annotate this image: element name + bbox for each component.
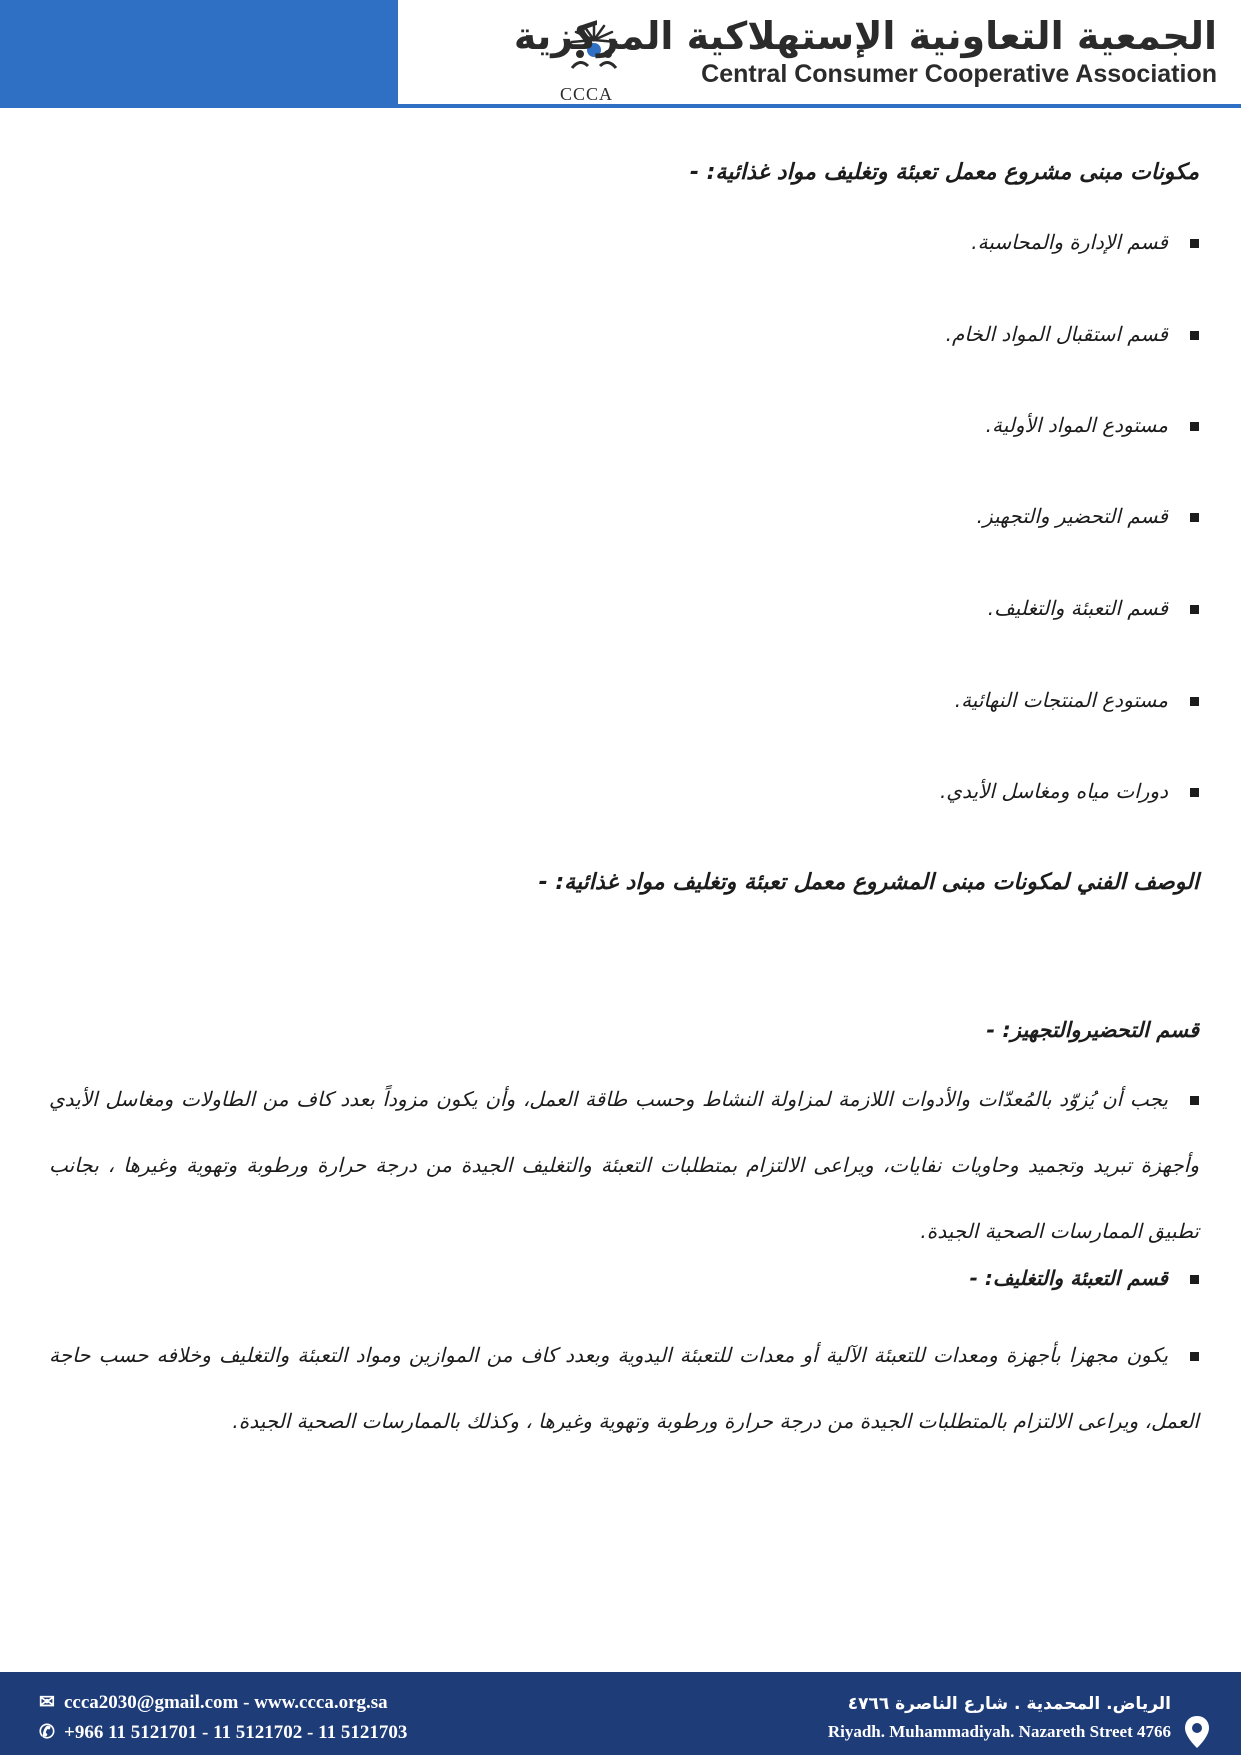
- section2-heading: الوصف الفني لمكونات مبنى المشروع معمل تعبئة وتغليف مواد غذائية: -: [538, 870, 1199, 895]
- list-item: [49, 413, 1199, 437]
- footer-contact: [38, 1688, 407, 1748]
- sub2-heading-item: [49, 1266, 1199, 1290]
- list-item-text: دورات مياه ومغاسل الأيدي.: [939, 779, 1168, 803]
- sub1-paragraph: [49, 1066, 1199, 1264]
- sub1-text: يجب أن يُزوّد بالمُعدّات والأدوات اللازمة لمزاولة النشاط وحسب طاقة العمل، وأن يكون مزوداً بعدد كاف من الطاولات ومغاسل الأيدي وأجهزة تبريد وتجميد وحاويات نفايات، ويراعى الالتزام بمتطلبات التعبئة والتغليف الجيدة من درجة حرارة ورطوبة وتهوية وغيرها ، بجانب تطبيق الممارسات الصحية الجيدة.: [49, 1087, 1199, 1243]
- list-item: [49, 322, 1199, 346]
- sub2-text: يكون مجهزا بأجهزة ومعدات للتعبئة الآلية أو معدات للتعبئة اليدوية وبعدد كاف من الموازين ومواد التعبئة والتغليف وخلافه حسب حاجة العمل، ويراعى الالتزام بالمتطلبات الجيدة من درجة حرارة ورطوبة وتهوية وغيرها ، وكذلك بالممارسات الصحية الجيدة.: [49, 1343, 1199, 1433]
- logo-text: CCCA: [560, 84, 614, 104]
- footer-email-web: ccca2030@gmail.com - www.ccca.org.sa: [64, 1692, 388, 1713]
- list-item: [49, 688, 1199, 712]
- header-divider-line: [398, 104, 1241, 108]
- sub1-heading: قسم التحضيروالتجهيز: -: [986, 1018, 1199, 1042]
- footer-address-en: Riyadh. Muhammadiyah. Nazareth Street 4766: [827, 1722, 1171, 1741]
- list-item: [49, 596, 1199, 620]
- list-item-text: مستودع المواد الأولية.: [985, 413, 1168, 437]
- list-item-text: قسم التعبئة والتغليف.: [987, 596, 1168, 620]
- bullet-square-icon: [1190, 1275, 1199, 1284]
- bullet-square-icon: [1190, 331, 1199, 340]
- sub2-heading: قسم التعبئة والتغليف: -: [969, 1266, 1168, 1290]
- footer-address-ar: الرياض. المحمدية . شارع الناصرة ٤٧٦٦: [847, 1694, 1171, 1714]
- list-item: [49, 779, 1199, 803]
- envelope-icon: ✉: [39, 1692, 55, 1713]
- org-name-english: Central Consumer Cooperative Association: [701, 60, 1217, 88]
- bullet-square-icon: [1190, 422, 1199, 431]
- sub2-paragraph: [49, 1322, 1199, 1454]
- list-item-text: قسم الإدارة والمحاسبة.: [971, 230, 1168, 254]
- bullet-square-icon: [1190, 605, 1199, 614]
- bullet-square-icon: [1190, 1096, 1199, 1105]
- phone-icon: ✆: [39, 1722, 55, 1743]
- list-item: [49, 504, 1199, 528]
- bullet-square-icon: [1190, 1352, 1199, 1361]
- list-item-text: قسم استقبال المواد الخام.: [945, 322, 1168, 346]
- bullet-square-icon: [1190, 697, 1199, 706]
- list-item: [49, 230, 1199, 254]
- list-item-text: مستودع المنتجات النهائية.: [954, 688, 1168, 712]
- header-blue-block: [0, 0, 398, 108]
- bullet-square-icon: [1190, 513, 1199, 522]
- bullet-square-icon: [1190, 239, 1199, 248]
- section1-heading: مكونات مبنى مشروع معمل تعبئة وتغليف مواد غذائية: -: [689, 160, 1199, 185]
- bullet-square-icon: [1190, 788, 1199, 797]
- location-pin-icon: [1183, 1714, 1211, 1750]
- org-name-arabic: الجمعية التعاونية الإستهلاكية المركزية: [513, 14, 1217, 58]
- footer-phones: +966 11 5121701 - 11 5121702 - 11 5121703: [64, 1722, 408, 1743]
- list-item-text: قسم التحضير والتجهيز.: [976, 504, 1168, 528]
- footer-address: [828, 1690, 1171, 1746]
